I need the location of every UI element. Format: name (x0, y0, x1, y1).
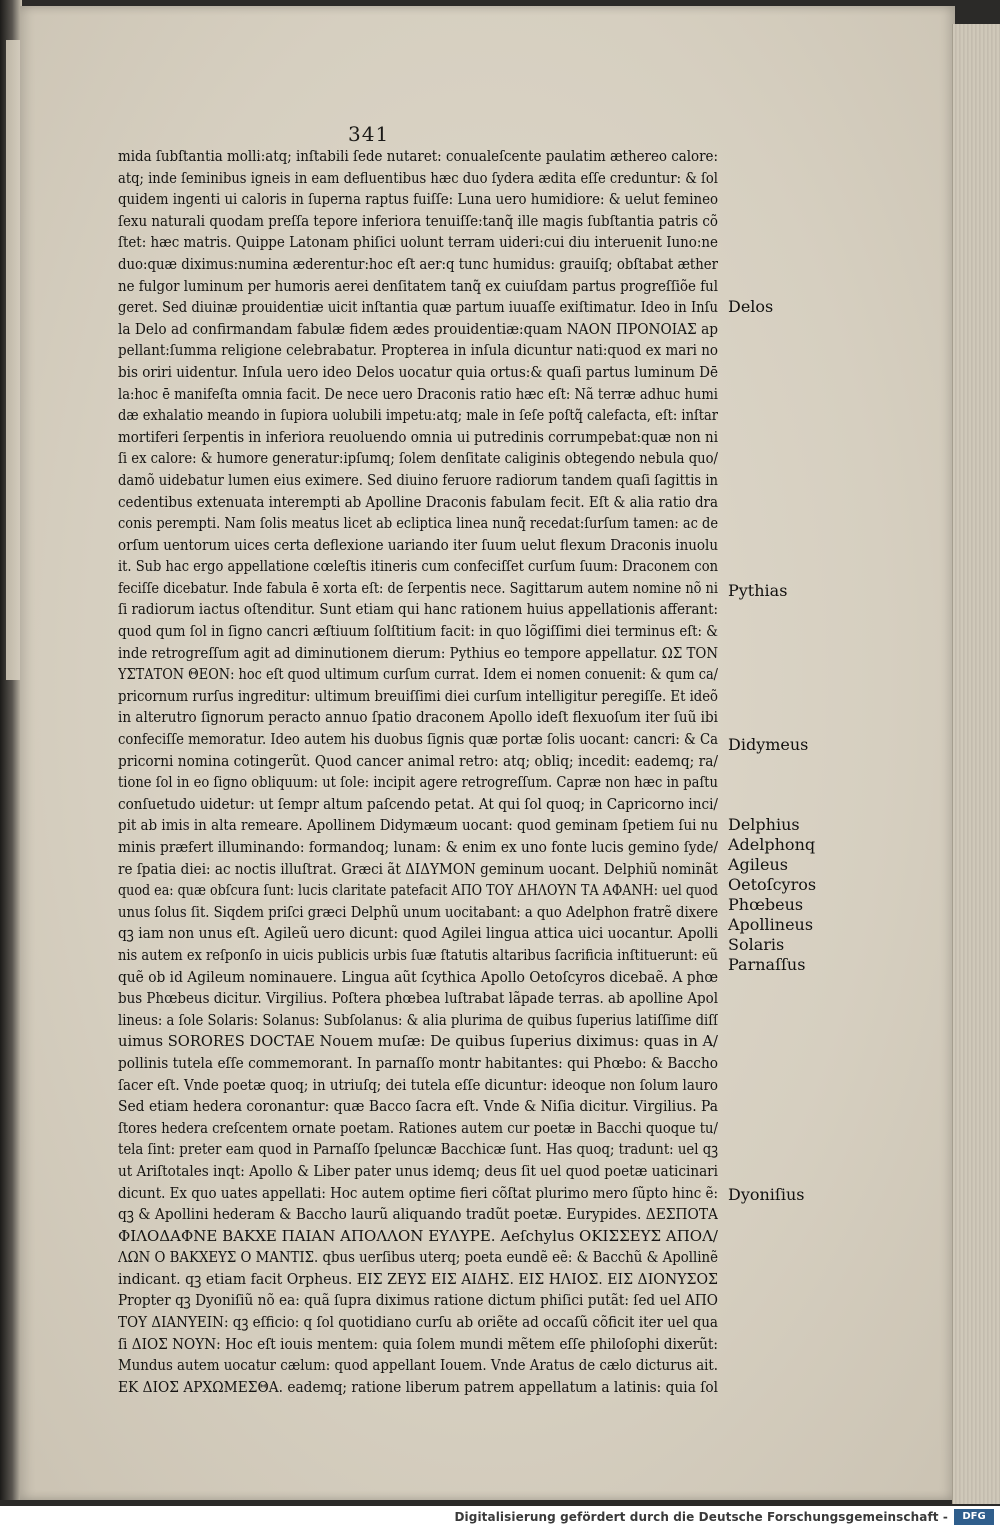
text-line-content: ſi ex calore: & humore generatur:ipſumq; ſolem denſitate caliginis obtegendo nebula quo/ (118, 449, 718, 468)
text-line (118, 837, 718, 859)
text-line-content: ΥΣΤΑΤΟΝ ΘΕΟΝ: hoc eſt quod ultimum curſum currat. Idem ei nomen conuenit: & qum ca/ (118, 665, 718, 684)
text-line-content: it. Sub hac ergo appellatione cœleſtis itineris cum confeciſſet curſum ſuum: Draconem con (118, 557, 718, 576)
text-line-content: ΦΙΛΟΔΑΦΝΕ ΒΑΚΧΕ ΠΑΙΑΝ ΑΠΟΛΛΟΝ ΕΥΛΥΡΕ. Aeſchylus ΟΚΙΣΣΕΥΣ ΑΠΟΛ/ (118, 1226, 718, 1245)
text-line-content: tela ſint: preter eam quod in Parnaſſo ſpeluncæ Bacchicæ ſunt. Has quoq; tradunt: uel qꝫ (118, 1140, 718, 1159)
text-line-content: ſtet: hæc matris. Quippe Latonam phiſici uolunt terram uideri:cui diu interuenit Iuno:ne (118, 233, 718, 252)
marginal-note: Delphius (728, 815, 800, 834)
text-line-content: ΕΚ ΔΙΟΣ ΑΡΧΩΜΕΣΘΑ. eademq; ratione liberum patrem appellatum a latinis: quia ſol (118, 1377, 718, 1396)
text-line (118, 384, 718, 406)
text-line-content: pricorni nomina cotingerũt. Quod cancer animal retro: atq; obliq; incedit: eademq; ra/ (118, 751, 718, 770)
footer-bar (0, 1506, 1000, 1529)
text-line-content: la:hoc ē manifeſta omnia facit. De nece uero Draconis ratio hæc eſt: Nã terræ adhuc humi (118, 384, 718, 403)
text-line-content: ſacer eſt. Vnde poetæ quoq; in utriuſq; dei tutela eſſe dicuntur: ideoque non ſolum lauro (118, 1075, 718, 1094)
text-line-content: quidem ingenti ui caloris in ſuperna raptus fuiſſe: Luna uero humidiore: & uelut femineo (118, 190, 718, 209)
text-line (118, 967, 718, 989)
text-line (118, 794, 718, 816)
text-line (118, 362, 718, 384)
text-line (118, 405, 718, 427)
text-line (118, 880, 718, 902)
text-line (118, 168, 718, 190)
text-line (118, 751, 718, 773)
marginal-note: Apollineus (728, 915, 814, 934)
text-line-content: pollinis tutela eſſe commemorant. In parnaſſo montr habitantes: qui Phœbo: & Baccho (118, 1053, 718, 1072)
text-line-content: pricornum rurſus ingreditur: ultimum breuiſſimi diei curſum intelligitur peregiſſe. Et ideõ (118, 686, 718, 705)
text-line-content: ſtores hedera creſcentem ornate poetam. Rationes autem cur poetæ in Bacchi quoque tu/ (118, 1118, 718, 1137)
text-line (118, 686, 718, 708)
text-line (118, 513, 718, 535)
text-line (118, 859, 718, 881)
marginal-note: Solaris (728, 935, 785, 954)
text-line (118, 232, 718, 254)
text-line (118, 1269, 718, 1291)
text-line-content: mortiferi ſerpentis in inferiora reuoluendo omnia ui putredinis corrumpebat:quæ non ni (118, 427, 718, 446)
text-line-content: Propter qꝫ Dyoniſiũ nõ ea: quã ſupra diximus ratione dictum phiſici putãt: ſed uel ΑΠΟ (118, 1291, 718, 1310)
text-line (118, 340, 718, 362)
text-line-content: quod qum ſol in ſigno cancri æſtiuum ſolſtitium facit: in quo lõgiſſimi diei terminus eſt: & (118, 622, 718, 641)
text-line-content: feciſſe dicebatur. Inde fabula ē xorta eſt: de ſerpentis nece. Sagittarum autem nomine nõ ni (118, 578, 718, 597)
text-line (118, 1226, 718, 1248)
marginal-note: Didymeus (728, 735, 809, 754)
text-line (118, 1118, 718, 1140)
text-line-content: qꝫ & Apollini hederam & Baccho laurũ aliquando tradũt poetæ. Eurypides. ΔΕΣΠΟΤΑ (118, 1205, 718, 1224)
text-line (118, 945, 718, 967)
text-line-content: geret. Sed diuinæ prouidentiæ uicit inſtantia quæ partum iuuaſſe exiſtimatur. Ideo in Inſu (118, 298, 718, 317)
text-line (118, 189, 718, 211)
text-line-content: quod ea: quæ obſcura ſunt: lucis claritate patefacit ΑΠΟ ΤΟΥ ΔΗΛΟΥΝ ΤΑ ΑΦΑΝΗ: uel quod (118, 881, 718, 900)
text-line-content: ut Ariſtotales inqt: Apollo & Liber pater unus idemq; deus ſit uel quod poetæ uaticinari (118, 1161, 718, 1180)
text-line (118, 1204, 718, 1226)
text-line-content: cedentibus extenuata interempti ab Apolline Draconis fabulam fecit. Eſt & alia ratio dra (118, 492, 718, 511)
marginal-note: Phœbeus (728, 895, 804, 914)
text-line (118, 319, 718, 341)
text-line-content: Mundus autem uocatur cælum: quod appellant Iouem. Vnde Aratus de cælo dicturus ait. (118, 1356, 718, 1375)
dfg-logo: DFG (954, 1509, 994, 1525)
text-line-content: mida ſubſtantia molli:atq; inſtabili ſede nutaret: conualeſcente paulatim æthereo calore: (118, 147, 718, 165)
text-line (118, 1183, 718, 1205)
text-line (118, 276, 718, 298)
text-line (118, 1355, 718, 1377)
text-line-content: confeciſſe memoratur. Ideo autem his duobus ſignis quæ portæ ſolis uocant: cancri: & Ca (118, 730, 718, 749)
text-line (118, 988, 718, 1010)
text-line-content: dicunt. Ex quo uates appellati: Hoc autem optime fieri cõſtat plurimo mero ſũpto hinc ẽ: (118, 1183, 718, 1202)
text-line (118, 923, 718, 945)
text-line-content: pellant:ſumma religione celebrabatur. Propterea in inſula dicuntur nati:quod ex mari no (118, 341, 718, 360)
text-line-content: re ſpatia diei: ac noctis illuſtrat. Græci ãt ΔΙΔΥΜΟΝ geminum uocant. Delphiũ nominãt (118, 859, 718, 878)
text-line (118, 254, 718, 276)
text-line-content: inde retrogreſſum agit ad diminutionem dierum: Pythius eo tempore appellatur. ΩΣ ΤΟΝ (118, 643, 718, 662)
text-line-content: bus Phœbeus dicitur. Virgilius. Poſtera phœbea luſtrabat lãpade terras. ab apolline Apol (118, 989, 718, 1008)
text-line-content: uimus SORORES DOCTAE Nouem muſæ: De quibus ſuperius diximus: quas in A/ (118, 1032, 718, 1051)
footer-credit: Digitalisierung gefördert durch die Deutsche Forschungsgemeinschaft - (454, 1510, 948, 1524)
text-line (118, 146, 718, 168)
text-line (118, 664, 718, 686)
text-line (118, 1161, 718, 1183)
text-line-content: ΛΩΝ Ο ΒΑΚΧΕΥΣ Ο ΜΑΝΤΙΣ. qbus uerſibus uterq; poeta eundẽ eẽ: & Bacchũ & Apollinẽ (118, 1248, 718, 1267)
page-number: 341 (348, 122, 390, 146)
text-line-content: minis præfert illuminando: formandoq; lunam: & enim ex uno fonte lucis gemino ſyde/ (118, 838, 718, 856)
marginal-note: Adelphonq (728, 835, 816, 854)
text-line (118, 772, 718, 794)
text-line-content: tione ſol in eo ſigno obliquum: ut ſole: incipit agere retrogreſſum. Capræ non hæc in paſtu (118, 773, 718, 792)
text-line (118, 297, 718, 319)
text-line (118, 621, 718, 643)
marginal-note: Dyoniſius (728, 1185, 805, 1204)
text-line (118, 707, 718, 729)
text-line (118, 1312, 718, 1334)
text-line-content: ΤΟΥ ΔΙΑΝΥΕΙΝ: qꝫ eſficio: q ſol quotidiano curſu ab oriẽte ad occaſũ cõficit iter uel qua (118, 1313, 718, 1332)
text-line-content: qꝫ iam non unus eſt. Agileũ uero dicunt: quod Agilei lingua attica uici uocantur. Apolli (118, 924, 718, 943)
text-line (118, 1290, 718, 1312)
text-line (118, 729, 718, 751)
text-line-content: in alterutro ſignorum peracto annuo ſpatio draconem Apollo ideſt flexuoſum iter ſuũ ibi (118, 708, 718, 727)
text-line (118, 211, 718, 233)
text-line (118, 448, 718, 470)
text-line-content: atq; inde ſeminibus igneis in eam defluentibus hæc duo ſydera ædita eſſe creduntur: & ſol (118, 168, 718, 187)
text-line-content: lineus: a ſole Solaris: Solanus: Subſolanus: & alia plurima de quibus ſuperius latiſſime diſſ (118, 1010, 718, 1029)
text-line-content: ſi radiorum iactus oſtenditur. Sunt etiam qui hanc rationem huius appellationis afferant: (118, 600, 718, 619)
marginal-note: Delos (728, 297, 774, 316)
text-line (118, 1247, 718, 1269)
text-line (118, 1139, 718, 1161)
text-line (118, 643, 718, 665)
text-line-content: conſuetudo uidetur: ut ſempr altum paſcendo petat. At qui ſol quoq; in Capricorno inci/ (118, 794, 718, 813)
text-line-content: conis perempti. Nam ſolis meatus licet ab ecliptica linea nunq̃ recedat:ſurſum tamen: ac de (118, 514, 718, 533)
text-line (118, 1334, 718, 1356)
text-line (118, 1053, 718, 1075)
text-line (118, 535, 718, 557)
text-line-content: orſum uentorum uices certa deflexione uariando iter ſuum uelut flexum Draconis inuolu (118, 535, 718, 554)
text-line-content: duo:quæ diximus:numina æderentur:hoc eſt aer:q tunc humidus: grauiſq; obſtabat æther (118, 254, 718, 273)
marginal-note: Parnaſſus (728, 955, 806, 974)
body-text (118, 146, 718, 1398)
text-line (118, 556, 718, 578)
text-line (118, 815, 718, 837)
text-line (118, 1377, 718, 1399)
text-line (118, 470, 718, 492)
text-line-content: pit ab imis in alta remeare. Apollinem Didymæum uocant: quod geminam ſpetiem ſui nu (118, 816, 718, 835)
text-line-content: damõ uidebatur lumen eius eximere. Sed diuino feruore radiorum tandem quaſi ſagittis in (118, 470, 718, 489)
text-line-content: quẽ ob id Agileum nominauere. Lingua aũt ſcythica Apollo Oetoſcyros dicebaẽ. A phœ (118, 967, 718, 986)
text-line-content: la Delo ad confirmandam fabulæ fidem ædes prouidentiæ:quam ΝΑΟΝ ΠΡΟΝΟΙΑΣ ap (118, 319, 718, 338)
text-line (118, 427, 718, 449)
text-line-content: nis autem ex reſponſo in uicis publicis urbis ſuæ ſtatutis altaribus ſacrificia inſtituerunt: eũ (118, 945, 718, 964)
text-line (118, 1010, 718, 1032)
text-line-content: unus ſolus ſit. Siqdem priſci græci Delphũ unum uocitabant: a quo Adelphon fratrẽ dixere (118, 902, 718, 921)
text-line (118, 1075, 718, 1097)
text-line-content: ne fulgor luminum per humoris aerei denſitatem tanq̃ ex cuiuſdam partus progreſſiõe ful (118, 276, 718, 295)
text-line-content: Sed etiam hedera coronantur: quæ Bacco ſacra eſt. Vnde & Niſia dicitur. Virgilius. Pa (118, 1097, 718, 1116)
text-line (118, 599, 718, 621)
text-line-content: ſexu naturali quodam preſſa tepore inferiora tenuiſſe:tanq̃ ille magis ſubſtantia patris cõ (118, 211, 718, 230)
text-line (118, 1096, 718, 1118)
text-line-content: bis oriri uidentur. Inſula uero ideo Delos uocatur quia ortus:& quaſi partus luminum Dē (118, 362, 718, 381)
marginal-note: Pythias (728, 581, 788, 600)
marginal-note: Oetoſcyros (728, 875, 817, 894)
text-line (118, 492, 718, 514)
text-line-content: ſi ΔΙΟΣ ΝΟΥΝ: Hoc eſt iouis mentem: quia ſolem mundi mẽtem eſſe philoſophi dixerũt: (118, 1334, 718, 1353)
text-line (118, 902, 718, 924)
text-line-content: indicant. qꝫ etiam facit Orpheus. ΕΙΣ ΖΕΥΣ ΕΙΣ ΑΙΔΗΣ. ΕΙΣ ΗΛΙΟΣ. ΕΙΣ ΔΙΟΝΥΣΟΣ (118, 1269, 718, 1288)
page-block-edge (952, 24, 1000, 1504)
text-line (118, 1031, 718, 1053)
marginal-note: Agileus (728, 855, 789, 874)
text-line-content: dæ exhalatio meando in ſupiora uolubili impetu:atq; male in ſeſe poſtq̃ calefacta, eſt: inſtar (118, 406, 718, 425)
text-line (118, 578, 718, 600)
